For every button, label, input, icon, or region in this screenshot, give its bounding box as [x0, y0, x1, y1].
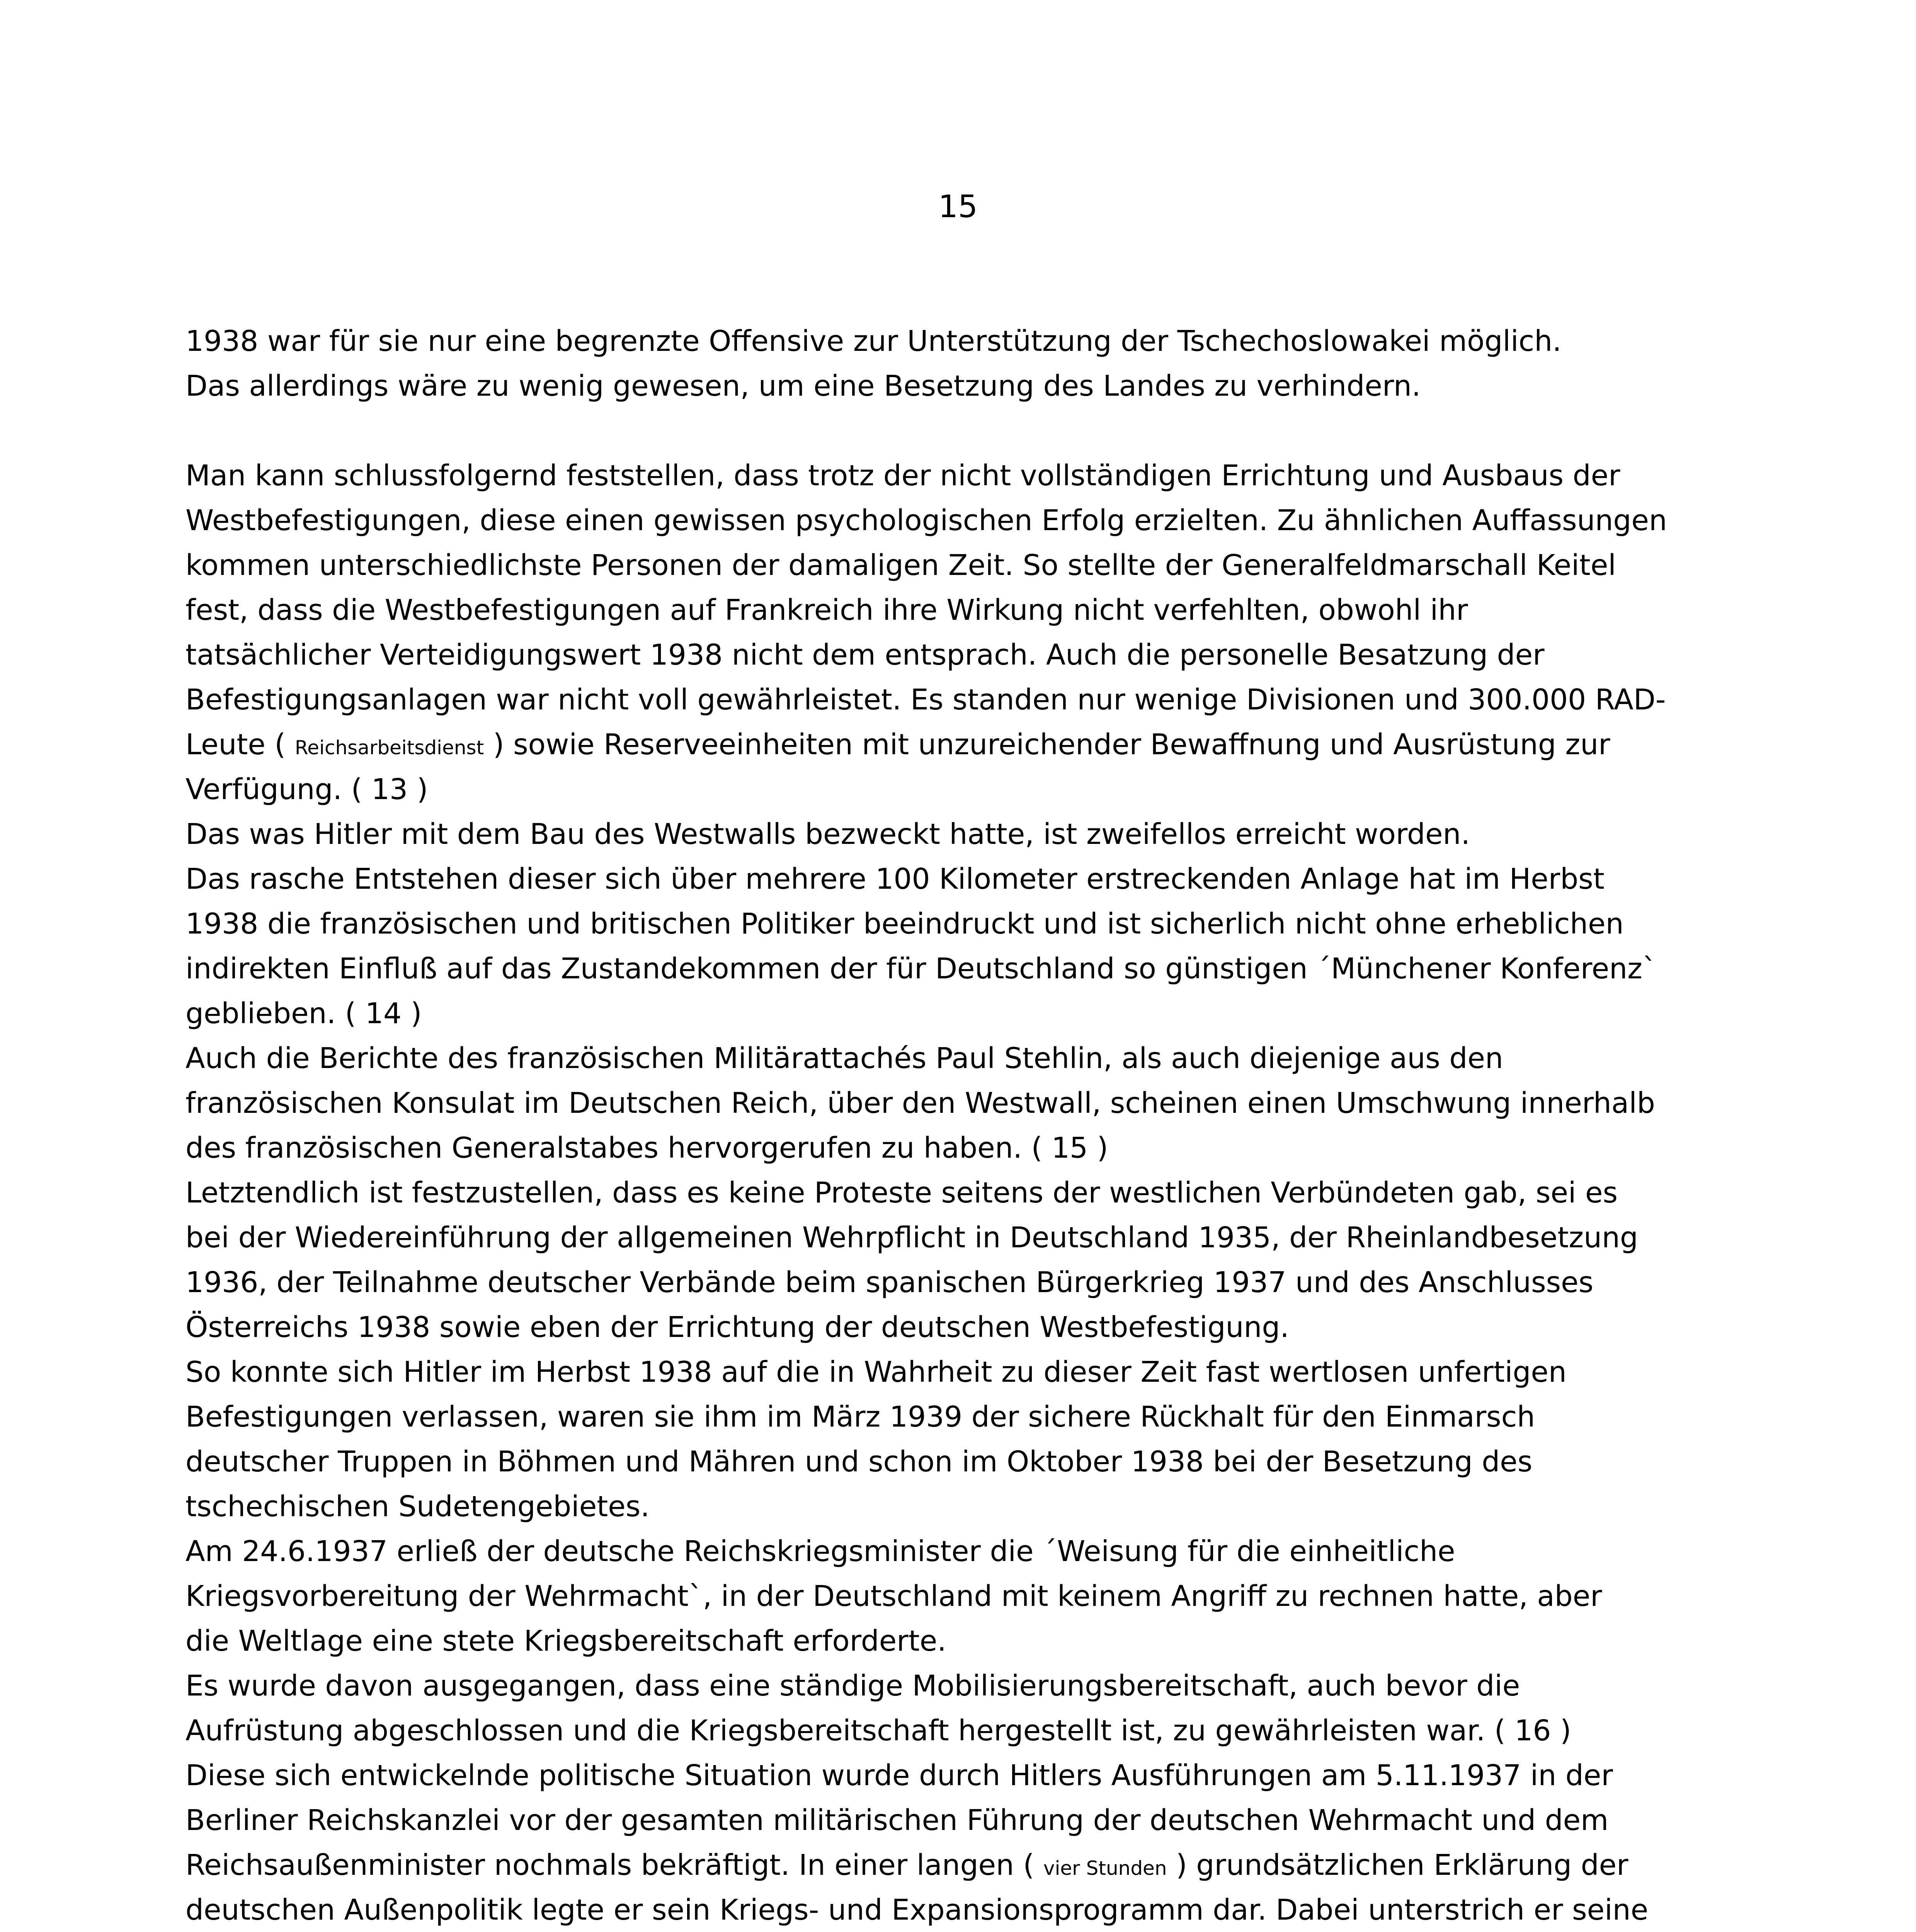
- text-line: 1938 die französischen und britischen Politiker beeindruckt und ist sicherlich nicht ohne erheblichen: [185, 907, 1624, 940]
- text-line: deutschen Außenpolitik legte er sein Kriegs- und Expansionsprogramm dar. Dabei unterstrich er seine: [185, 1893, 1649, 1927]
- text-line: Österreichs 1938 sowie eben der Errichtung der deutschen Westbefestigung.: [185, 1311, 1289, 1344]
- text-line: Befestigungsanlagen war nicht voll gewährleistet. Es standen nur wenige Divisionen und 300.000 RAD-: [185, 683, 1666, 716]
- text-line: deutscher Truppen in Böhmen und Mähren und schon im Oktober 1938 bei der Besetzung des: [185, 1445, 1533, 1478]
- text-line: Befestigungen verlassen, waren sie ihm im März 1939 der sichere Rückhalt für den Einmarsch: [185, 1400, 1535, 1434]
- text-line: Das was Hitler mit dem Bau des Westwalls bezweckt hatte, ist zweifellos erreicht worden.: [185, 818, 1470, 851]
- text-line: Auch die Berichte des französischen Militärattachés Paul Stehlin, als auch diejenige aus den: [185, 1042, 1503, 1075]
- text-line: französischen Konsulat im Deutschen Reich, über den Westwall, scheinen einen Umschwung innerhalb: [185, 1087, 1655, 1120]
- text-line: Berliner Reichskanzlei vor der gesamten militärischen Führung der deutschen Wehrmacht und dem: [185, 1804, 1609, 1837]
- text-line: geblieben. ( 14 ): [185, 997, 422, 1030]
- text-line: Es wurde davon ausgegangen, dass eine ständige Mobilisierungsbereitschaft, auch bevor die: [185, 1669, 1520, 1702]
- text-line: 1936, der Teilnahme deutscher Verbände beim spanischen Bürgerkrieg 1937 und des Anschlusses: [185, 1266, 1594, 1299]
- text-line: [185, 1843, 1789, 1888]
- text-segment: ) grundsätzlichen Erklärung der: [1167, 1849, 1628, 1882]
- text-line: 1938 war für sie nur eine begrenzte Offensive zur Unterstützung der Tschechoslowakei möglich.: [185, 325, 1562, 358]
- page-number: 15: [938, 189, 978, 224]
- text-line: Das allerdings wäre zu wenig gewesen, um eine Besetzung des Landes zu verhindern.: [185, 369, 1421, 403]
- text-line: Verfügung. ( 13 ): [185, 773, 428, 806]
- text-line: indirekten Einfluß auf das Zustandekommen der für Deutschland so günstigen ´Münchener Konferenz`: [185, 952, 1657, 985]
- text-line: des französischen Generalstabes hervorgerufen zu haben. ( 15 ): [185, 1131, 1108, 1165]
- text-line: Kriegsvorbereitung der Wehrmacht`, in der Deutschland mit keinem Angriff zu rechnen hatte, aber: [185, 1580, 1602, 1613]
- text-line: Man kann schlussfolgernd feststellen, dass trotz der nicht vollständigen Errichtung und Ausbaus der: [185, 459, 1620, 492]
- text-segment: ) sowie Reserveeinheiten mit unzureichender Bewaffnung und Ausrüstung zur: [484, 728, 1610, 761]
- text-line: bei der Wiedereinführung der allgemeinen Wehrpflicht in Deutschland 1935, der Rheinlandbesetzung: [185, 1221, 1638, 1254]
- text-line: fest, dass die Westbefestigungen auf Frankreich ihre Wirkung nicht verfehlten, obwohl ihr: [185, 594, 1468, 627]
- text-line: kommen unterschiedlichste Personen der damaligen Zeit. So stellte der Generalfeldmarschall Keitel: [185, 549, 1616, 582]
- text-line: Das rasche Entstehen dieser sich über mehrere 100 Kilometer erstreckenden Anlage hat im Herbst: [185, 862, 1605, 896]
- text-line: [185, 722, 1789, 767]
- text-line: die Weltlage eine stete Kriegsbereitschaft erforderte.: [185, 1624, 946, 1658]
- small-annotation: Reichsarbeitsdienst: [294, 736, 484, 759]
- body-text: [185, 319, 1789, 1932]
- text-line: Diese sich entwickelnde politische Situation wurde durch Hitlers Ausführungen am 5.11.1937 in der: [185, 1759, 1613, 1792]
- text-line: Aufrüstung abgeschlossen und die Kriegsbereitschaft hergestellt ist, zu gewährleisten war. ( 16 ): [185, 1714, 1571, 1747]
- paragraph-gap: [185, 408, 1789, 453]
- text-line: Letztendlich ist festzustellen, dass es keine Proteste seitens der westlichen Verbündeten gab, sei es: [185, 1176, 1618, 1209]
- text-segment: Leute (: [185, 728, 295, 761]
- text-line: So konnte sich Hitler im Herbst 1938 auf die in Wahrheit zu dieser Zeit fast wertlosen unfertigen: [185, 1355, 1567, 1389]
- text-line: Am 24.6.1937 erließ der deutsche Reichskriegsminister die ´Weisung für die einheitliche: [185, 1535, 1455, 1568]
- text-line: Westbefestigungen, diese einen gewissen psychologischen Erfolg erzielten. Zu ähnlichen Auffassungen: [185, 504, 1667, 537]
- text-segment: Reichsaußenminister nochmals bekräftigt. In einer langen (: [185, 1849, 1043, 1882]
- small-annotation: vier Stunden: [1043, 1857, 1167, 1879]
- text-line: tatsächlicher Verteidigungswert 1938 nicht dem entsprach. Auch die personelle Besatzung der: [185, 638, 1545, 672]
- text-line: tschechischen Sudetengebietes.: [185, 1490, 650, 1523]
